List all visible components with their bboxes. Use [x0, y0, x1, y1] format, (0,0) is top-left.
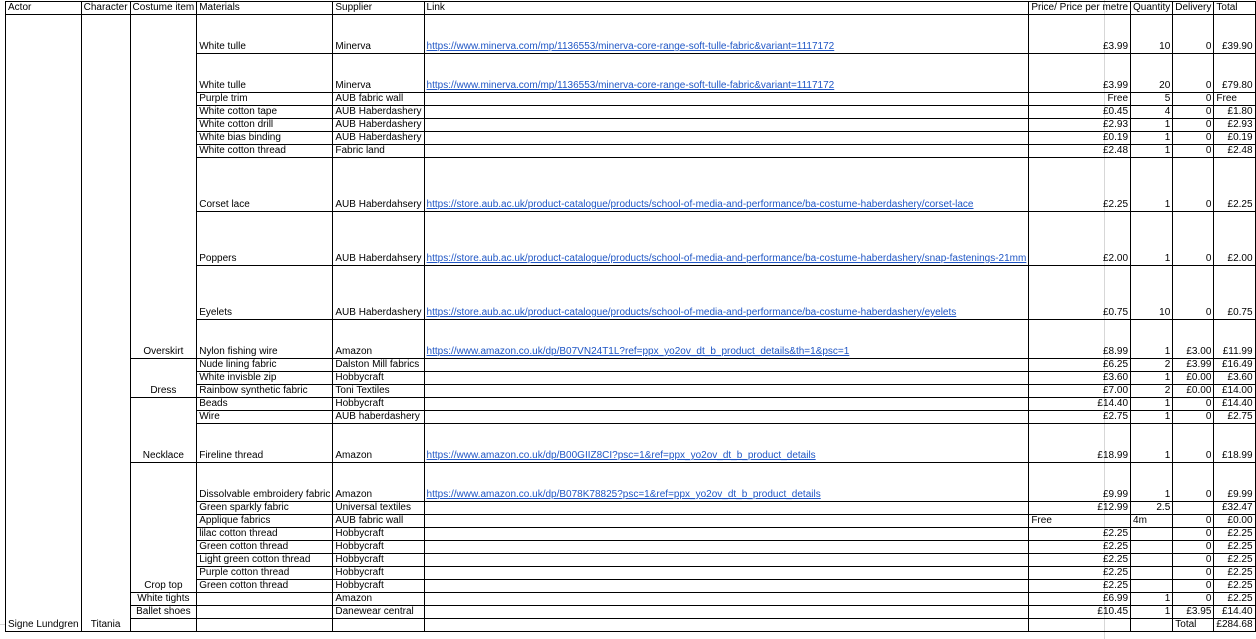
- price-cell[interactable]: £6.25: [1029, 359, 1131, 372]
- total-cell[interactable]: £14.40: [1214, 606, 1255, 619]
- header-delivery[interactable]: Delivery: [1173, 2, 1214, 15]
- total-cell[interactable]: £1.80: [1214, 106, 1255, 119]
- link-cell[interactable]: [424, 528, 1029, 541]
- supplier-cell[interactable]: Fabric land: [333, 145, 424, 158]
- quantity-cell[interactable]: 10: [1131, 15, 1173, 54]
- costume-item-ballet-shoes[interactable]: Ballet shoes: [130, 606, 197, 619]
- supplier-cell[interactable]: Minerva: [333, 15, 424, 54]
- supplier-cell[interactable]: AUB Haberdashery: [333, 132, 424, 145]
- delivery-cell[interactable]: 0: [1173, 554, 1214, 567]
- link-cell[interactable]: [424, 515, 1029, 528]
- price-cell[interactable]: £2.25: [1029, 567, 1131, 580]
- material-cell[interactable]: Purple cotton thread: [197, 567, 333, 580]
- material-cell[interactable]: Light green cotton thread: [197, 554, 333, 567]
- price-cell[interactable]: £2.25: [1029, 580, 1131, 593]
- quantity-cell[interactable]: 1: [1131, 606, 1173, 619]
- header-character[interactable]: Character: [81, 2, 130, 15]
- material-cell[interactable]: Green cotton thread: [197, 541, 333, 554]
- quantity-cell[interactable]: 1: [1131, 212, 1173, 266]
- header-supplier[interactable]: Supplier: [333, 2, 424, 15]
- price-cell[interactable]: £14.40: [1029, 398, 1131, 411]
- delivery-cell[interactable]: [1173, 502, 1214, 515]
- quantity-cell[interactable]: 1: [1131, 372, 1173, 385]
- quantity-cell[interactable]: 1: [1131, 158, 1173, 212]
- link-cell[interactable]: https://www.minerva.com/mp/1136553/minerva-core-range-soft-tulle-fabric&variant=1117172: [424, 15, 1029, 54]
- total-cell[interactable]: £9.99: [1214, 463, 1255, 502]
- material-cell[interactable]: Rainbow synthetic fabric: [197, 385, 333, 398]
- costume-item-white-tights[interactable]: White tights: [130, 593, 197, 606]
- total-cell[interactable]: £39.90: [1214, 15, 1255, 54]
- delivery-cell[interactable]: 0: [1173, 93, 1214, 106]
- link-cell[interactable]: [424, 145, 1029, 158]
- price-cell[interactable]: £18.99: [1029, 424, 1131, 463]
- total-cell[interactable]: £0.75: [1214, 266, 1255, 320]
- material-cell[interactable]: White tulle: [197, 54, 333, 93]
- link-cell[interactable]: [424, 385, 1029, 398]
- delivery-cell[interactable]: £0.00: [1173, 372, 1214, 385]
- quantity-cell[interactable]: 1: [1131, 424, 1173, 463]
- link-cell[interactable]: [424, 593, 1029, 606]
- quantity-cell[interactable]: 1: [1131, 411, 1173, 424]
- link-cell[interactable]: https://www.amazon.co.uk/dp/B078K78825?psc=1&ref=ppx_yo2ov_dt_b_product_details: [424, 463, 1029, 502]
- delivery-cell[interactable]: £0.00: [1173, 385, 1214, 398]
- grand-total-value[interactable]: £284.68: [1214, 619, 1255, 632]
- supplier-cell[interactable]: Hobbycraft: [333, 398, 424, 411]
- delivery-cell[interactable]: 0: [1173, 593, 1214, 606]
- price-cell[interactable]: £0.45: [1029, 106, 1131, 119]
- price-cell[interactable]: £6.99: [1029, 593, 1131, 606]
- quantity-cell[interactable]: [1131, 541, 1173, 554]
- material-cell[interactable]: lilac cotton thread: [197, 528, 333, 541]
- supplier-cell[interactable]: AUB haberdashery: [333, 411, 424, 424]
- material-cell[interactable]: [197, 593, 333, 606]
- header-quantity[interactable]: Quantity: [1131, 2, 1173, 15]
- total-label[interactable]: Total: [1173, 619, 1214, 632]
- price-cell[interactable]: £10.45: [1029, 606, 1131, 619]
- link-cell[interactable]: [424, 93, 1029, 106]
- quantity-cell[interactable]: [1131, 554, 1173, 567]
- quantity-cell[interactable]: 1: [1131, 132, 1173, 145]
- costume-item-dress[interactable]: Dress: [130, 359, 197, 398]
- table-body: [6, 2, 1256, 632]
- quantity-cell[interactable]: 1: [1131, 145, 1173, 158]
- link-cell[interactable]: https://www.amazon.co.uk/dp/B00GIIZ8CI?psc=1&ref=ppx_yo2ov_dt_b_product_details: [424, 424, 1029, 463]
- quantity-cell[interactable]: 4m: [1131, 515, 1173, 528]
- delivery-cell[interactable]: £3.99: [1173, 359, 1214, 372]
- total-cell[interactable]: £2.25: [1214, 554, 1255, 567]
- header-link[interactable]: Link: [424, 2, 1029, 15]
- header-price[interactable]: Price/ Price per metre: [1029, 2, 1131, 15]
- delivery-cell[interactable]: 0: [1173, 266, 1214, 320]
- material-cell[interactable]: [197, 606, 333, 619]
- price-cell[interactable]: £2.25: [1029, 158, 1131, 212]
- total-cell[interactable]: £11.99: [1214, 320, 1255, 359]
- supplier-cell[interactable]: Toni Textiles: [333, 385, 424, 398]
- empty-cell[interactable]: [130, 619, 197, 632]
- header-costume-item[interactable]: Costume item: [130, 2, 197, 15]
- table-row: [6, 606, 1256, 619]
- supplier-cell[interactable]: Minerva: [333, 54, 424, 93]
- delivery-cell[interactable]: 0: [1173, 567, 1214, 580]
- supplier-cell[interactable]: AUB fabric wall: [333, 93, 424, 106]
- supplier-cell[interactable]: AUB Haberdashery: [333, 119, 424, 132]
- total-cell[interactable]: £16.49: [1214, 359, 1255, 372]
- link-cell[interactable]: [424, 106, 1029, 119]
- price-cell[interactable]: £2.25: [1029, 528, 1131, 541]
- delivery-cell[interactable]: 0: [1173, 119, 1214, 132]
- link-cell[interactable]: [424, 119, 1029, 132]
- delivery-cell[interactable]: £3.00: [1173, 320, 1214, 359]
- table-row: [6, 463, 1256, 502]
- total-cell[interactable]: £14.00: [1214, 385, 1255, 398]
- supplier-cell[interactable]: Amazon: [333, 424, 424, 463]
- quantity-cell[interactable]: 1: [1131, 593, 1173, 606]
- supplier-cell[interactable]: AUB Haberdashery: [333, 266, 424, 320]
- table-row: [6, 15, 1256, 54]
- material-cell[interactable]: Purple trim: [197, 93, 333, 106]
- total-cell[interactable]: £2.25: [1214, 158, 1255, 212]
- quantity-cell[interactable]: 1: [1131, 320, 1173, 359]
- supplier-cell[interactable]: Hobbycraft: [333, 554, 424, 567]
- material-cell[interactable]: Green sparkly fabric: [197, 502, 333, 515]
- table-row: [6, 593, 1256, 606]
- supplier-cell[interactable]: AUB Haberdashery: [333, 106, 424, 119]
- link-cell[interactable]: [424, 502, 1029, 515]
- total-cell[interactable]: £14.40: [1214, 398, 1255, 411]
- price-cell[interactable]: £2.75: [1029, 411, 1131, 424]
- link-cell[interactable]: https://www.minerva.com/mp/1136553/minerva-core-range-soft-tulle-fabric&variant=1117172: [424, 54, 1029, 93]
- link-cell[interactable]: [424, 398, 1029, 411]
- delivery-cell[interactable]: £3.95: [1173, 606, 1214, 619]
- delivery-cell[interactable]: 0: [1173, 15, 1214, 54]
- link-cell[interactable]: https://store.aub.ac.uk/product-catalogue/products/school-of-media-and-performance/ba-costume-haberdashery/snap-fastenings-21mm: [424, 212, 1029, 266]
- total-cell[interactable]: £32.47: [1214, 502, 1255, 515]
- price-cell[interactable]: £8.99: [1029, 320, 1131, 359]
- delivery-cell[interactable]: 0: [1173, 528, 1214, 541]
- supplier-cell[interactable]: Danewear central: [333, 606, 424, 619]
- price-cell[interactable]: £2.00: [1029, 212, 1131, 266]
- price-cell[interactable]: £0.75: [1029, 266, 1131, 320]
- empty-cell[interactable]: [424, 619, 1029, 632]
- supplier-cell[interactable]: Dalston Mill fabrics: [333, 359, 424, 372]
- delivery-cell[interactable]: 0: [1173, 54, 1214, 93]
- material-cell[interactable]: Poppers: [197, 212, 333, 266]
- material-cell[interactable]: Fireline thread: [197, 424, 333, 463]
- price-cell[interactable]: £2.25: [1029, 554, 1131, 567]
- delivery-cell[interactable]: 0: [1173, 158, 1214, 212]
- supplier-cell[interactable]: Universal textiles: [333, 502, 424, 515]
- total-cell[interactable]: £2.75: [1214, 411, 1255, 424]
- link-cell[interactable]: [424, 541, 1029, 554]
- material-cell[interactable]: Nude lining fabric: [197, 359, 333, 372]
- material-cell[interactable]: Applique fabrics: [197, 515, 333, 528]
- supplier-cell[interactable]: Hobbycraft: [333, 580, 424, 593]
- price-cell[interactable]: £9.99: [1029, 463, 1131, 502]
- supplier-cell[interactable]: Hobbycraft: [333, 541, 424, 554]
- total-cell[interactable]: £2.25: [1214, 567, 1255, 580]
- empty-cell[interactable]: [1029, 619, 1131, 632]
- material-cell[interactable]: White cotton thread: [197, 145, 333, 158]
- supplier-cell[interactable]: AUB Haberdahsery: [333, 212, 424, 266]
- total-cell[interactable]: £2.25: [1214, 541, 1255, 554]
- price-cell[interactable]: Free: [1029, 93, 1131, 106]
- delivery-cell[interactable]: 0: [1173, 132, 1214, 145]
- material-cell[interactable]: White cotton tape: [197, 106, 333, 119]
- total-cell[interactable]: £2.00: [1214, 212, 1255, 266]
- quantity-cell[interactable]: [1131, 567, 1173, 580]
- material-cell[interactable]: White tulle: [197, 15, 333, 54]
- quantity-cell[interactable]: 1: [1131, 119, 1173, 132]
- delivery-cell[interactable]: 0: [1173, 212, 1214, 266]
- total-cell[interactable]: £2.25: [1214, 528, 1255, 541]
- supplier-cell[interactable]: Amazon: [333, 320, 424, 359]
- price-cell[interactable]: £3.60: [1029, 372, 1131, 385]
- delivery-cell[interactable]: 0: [1173, 145, 1214, 158]
- empty-cell[interactable]: [1131, 619, 1173, 632]
- empty-cell[interactable]: [333, 619, 424, 632]
- price-cell[interactable]: £7.00: [1029, 385, 1131, 398]
- table-row: [6, 398, 1256, 411]
- link-cell[interactable]: [424, 132, 1029, 145]
- delivery-cell[interactable]: 0: [1173, 398, 1214, 411]
- delivery-cell[interactable]: 0: [1173, 424, 1214, 463]
- material-cell[interactable]: White invisble zip: [197, 372, 333, 385]
- price-cell[interactable]: £2.48: [1029, 145, 1131, 158]
- delivery-cell[interactable]: 0: [1173, 541, 1214, 554]
- supplier-cell[interactable]: Amazon: [333, 593, 424, 606]
- material-cell[interactable]: White cotton drill: [197, 119, 333, 132]
- actor-cell[interactable]: Signe Lundgren: [6, 15, 82, 632]
- total-cell[interactable]: £0.19: [1214, 132, 1255, 145]
- quantity-cell[interactable]: 1: [1131, 398, 1173, 411]
- material-cell[interactable]: Beads: [197, 398, 333, 411]
- total-row: [6, 619, 1256, 632]
- total-cell[interactable]: £2.93: [1214, 119, 1255, 132]
- total-cell[interactable]: £2.48: [1214, 145, 1255, 158]
- supplier-cell[interactable]: AUB fabric wall: [333, 515, 424, 528]
- total-cell[interactable]: £2.25: [1214, 593, 1255, 606]
- quantity-cell[interactable]: 4: [1131, 106, 1173, 119]
- costume-item-crop-top[interactable]: Crop top: [130, 463, 197, 593]
- supplier-cell[interactable]: Amazon: [333, 463, 424, 502]
- quantity-cell[interactable]: [1131, 580, 1173, 593]
- link-cell[interactable]: [424, 359, 1029, 372]
- costume-budget-table: [5, 1, 1256, 632]
- price-cell[interactable]: Free: [1029, 515, 1131, 528]
- link-cell[interactable]: https://store.aub.ac.uk/product-catalogue/products/school-of-media-and-performance/ba-costume-haberdashery/corset-lace: [424, 158, 1029, 212]
- header-row: [6, 2, 1256, 15]
- price-cell[interactable]: £2.25: [1029, 541, 1131, 554]
- delivery-cell[interactable]: 0: [1173, 580, 1214, 593]
- link-cell[interactable]: [424, 372, 1029, 385]
- material-cell[interactable]: Dissolvable embroidery fabric: [197, 463, 333, 502]
- costume-item-necklace[interactable]: Necklace: [130, 398, 197, 463]
- link-cell[interactable]: [424, 411, 1029, 424]
- total-cell[interactable]: £0.00: [1214, 515, 1255, 528]
- material-cell[interactable]: Eyelets: [197, 266, 333, 320]
- link-cell[interactable]: https://store.aub.ac.uk/product-catalogue/products/school-of-media-and-performance/ba-costume-haberdashery/eyelets: [424, 266, 1029, 320]
- quantity-cell[interactable]: 2: [1131, 359, 1173, 372]
- total-cell[interactable]: Free: [1214, 93, 1255, 106]
- material-cell[interactable]: Corset lace: [197, 158, 333, 212]
- character-cell[interactable]: Titania: [81, 15, 130, 632]
- header-actor[interactable]: Actor: [6, 2, 82, 15]
- quantity-cell[interactable]: 20: [1131, 54, 1173, 93]
- total-cell[interactable]: £79.80: [1214, 54, 1255, 93]
- delivery-cell[interactable]: 0: [1173, 463, 1214, 502]
- price-cell[interactable]: £0.19: [1029, 132, 1131, 145]
- link-cell[interactable]: [424, 567, 1029, 580]
- material-cell[interactable]: White bias binding: [197, 132, 333, 145]
- material-cell[interactable]: Wire: [197, 411, 333, 424]
- quantity-cell[interactable]: 2: [1131, 385, 1173, 398]
- price-cell[interactable]: £12.99: [1029, 502, 1131, 515]
- total-cell[interactable]: £18.99: [1214, 424, 1255, 463]
- delivery-cell[interactable]: 0: [1173, 106, 1214, 119]
- price-cell[interactable]: £2.93: [1029, 119, 1131, 132]
- quantity-cell[interactable]: 2.5: [1131, 502, 1173, 515]
- price-cell[interactable]: £3.99: [1029, 54, 1131, 93]
- material-cell[interactable]: Green cotton thread: [197, 580, 333, 593]
- link-cell[interactable]: https://www.amazon.co.uk/dp/B07VN24T1L?ref=ppx_yo2ov_dt_b_product_details&th=1&psc=1: [424, 320, 1029, 359]
- supplier-cell[interactable]: Hobbycraft: [333, 372, 424, 385]
- material-cell[interactable]: Nylon fishing wire: [197, 320, 333, 359]
- header-materials[interactable]: Materials: [197, 2, 333, 15]
- supplier-cell[interactable]: AUB Haberdahsery: [333, 158, 424, 212]
- price-cell[interactable]: £3.99: [1029, 15, 1131, 54]
- link-cell[interactable]: [424, 554, 1029, 567]
- empty-cell[interactable]: [197, 619, 333, 632]
- costume-item-overskirt[interactable]: Overskirt: [130, 15, 197, 359]
- supplier-cell[interactable]: Hobbycraft: [333, 567, 424, 580]
- total-cell[interactable]: £3.60: [1214, 372, 1255, 385]
- quantity-cell[interactable]: [1131, 528, 1173, 541]
- link-cell[interactable]: [424, 580, 1029, 593]
- total-cell[interactable]: £2.25: [1214, 580, 1255, 593]
- supplier-cell[interactable]: Hobbycraft: [333, 528, 424, 541]
- link-cell[interactable]: [424, 606, 1029, 619]
- table-row: [6, 359, 1256, 372]
- delivery-cell[interactable]: 0: [1173, 411, 1214, 424]
- quantity-cell[interactable]: 10: [1131, 266, 1173, 320]
- quantity-cell[interactable]: 1: [1131, 463, 1173, 502]
- delivery-cell[interactable]: 0: [1173, 515, 1214, 528]
- header-total[interactable]: Total: [1214, 2, 1255, 15]
- quantity-cell[interactable]: 5: [1131, 93, 1173, 106]
